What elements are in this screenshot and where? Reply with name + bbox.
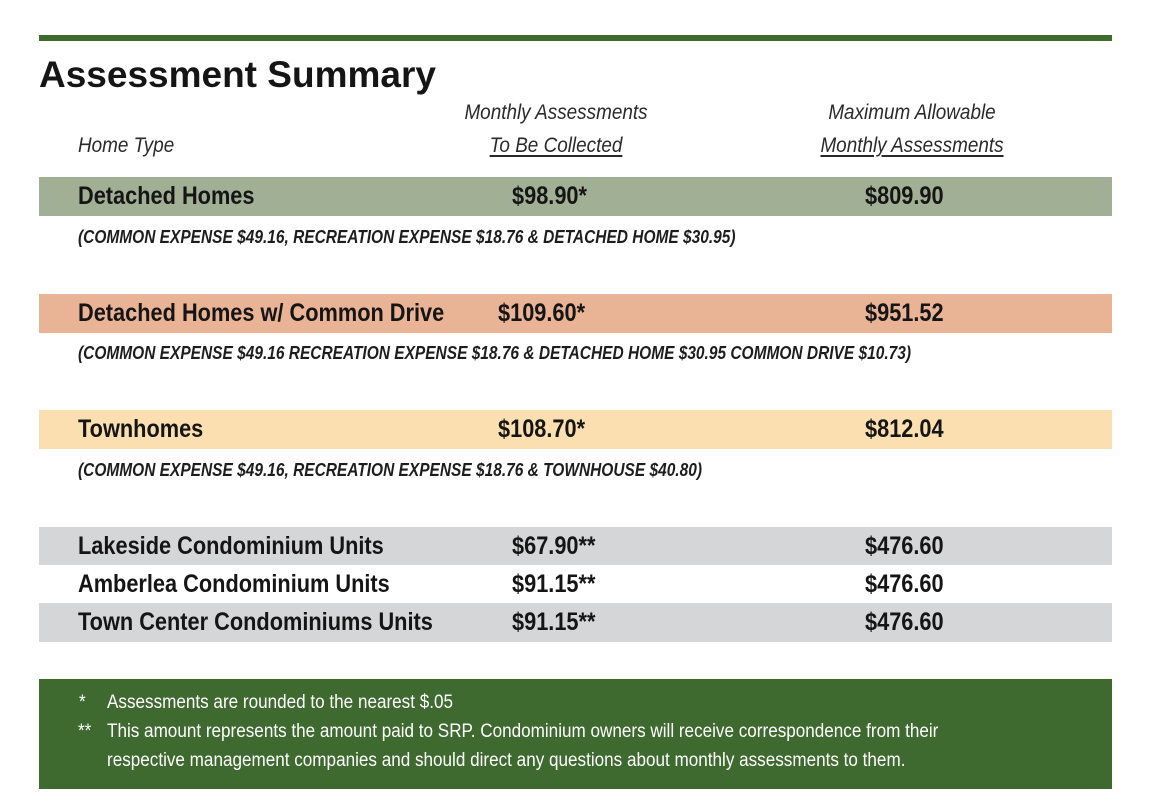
- row-detached-homes: [39, 177, 1112, 216]
- row-collected-amount: $109.60*: [498, 299, 586, 327]
- row-max-amount: $951.52: [865, 299, 944, 327]
- row-collected-amount: $91.15**: [512, 570, 596, 598]
- row-home-type: Detached Homes w/ Common Drive: [78, 299, 445, 327]
- top-rule: [39, 35, 1112, 41]
- row-home-type: Detached Homes: [78, 182, 255, 210]
- footnote-text-continued: respective management companies and should direct any questions about monthly assessments to them.: [107, 750, 906, 771]
- row-max-amount: $476.60: [865, 532, 944, 560]
- row-home-type: Town Center Condominiums Units: [78, 608, 433, 636]
- header-home-type: Home Type: [78, 134, 175, 157]
- row-amberlea-condo: [39, 565, 1112, 604]
- row-max-amount: $809.90: [865, 182, 944, 210]
- footnote-text: This amount represents the amount paid to SRP. Condominium owners will receive correspondence from their: [107, 721, 939, 742]
- row-town-center-condo: [39, 603, 1112, 642]
- page-title: Assessment Summary: [39, 54, 436, 95]
- row-breakdown-note: (COMMON EXPENSE $49.16, RECREATION EXPENSE $18.76 & DETACHED HOME $30.95): [78, 227, 736, 247]
- header-max-line1: Maximum Allowable: [828, 101, 996, 124]
- row-breakdown-note: (COMMON EXPENSE $49.16 RECREATION EXPENSE $18.76 & DETACHED HOME $30.95 COMMON DRIVE $10.73): [78, 343, 912, 363]
- row-max-amount: $812.04: [865, 415, 944, 443]
- header-max-line2: Monthly Assessments: [820, 134, 1004, 157]
- row-collected-amount: $67.90**: [512, 532, 596, 560]
- row-collected-amount: $108.70*: [498, 415, 586, 443]
- row-max-amount: $476.60: [865, 608, 944, 636]
- row-townhomes: [39, 410, 1112, 449]
- footnote-text: Assessments are rounded to the nearest $.05: [107, 692, 454, 713]
- footnotes-panel: [39, 679, 1112, 789]
- row-home-type: Townhomes: [78, 415, 204, 443]
- row-max-amount: $476.60: [865, 570, 944, 598]
- footnote-marker: *: [79, 692, 86, 713]
- row-collected-amount: $98.90*: [512, 182, 587, 210]
- footnote-marker: **: [78, 721, 92, 742]
- header-monthly-line2: To Be Collected: [489, 134, 623, 157]
- row-collected-amount: $91.15**: [512, 608, 596, 636]
- row-detached-common-drive: [39, 294, 1112, 333]
- header-monthly-line1: Monthly Assessments: [464, 101, 648, 124]
- row-lakeside-condo: [39, 527, 1112, 566]
- row-home-type: Lakeside Condominium Units: [78, 532, 384, 560]
- row-breakdown-note: (COMMON EXPENSE $49.16, RECREATION EXPENSE $18.76 & TOWNHOUSE $40.80): [78, 460, 702, 480]
- row-home-type: Amberlea Condominium Units: [78, 570, 390, 598]
